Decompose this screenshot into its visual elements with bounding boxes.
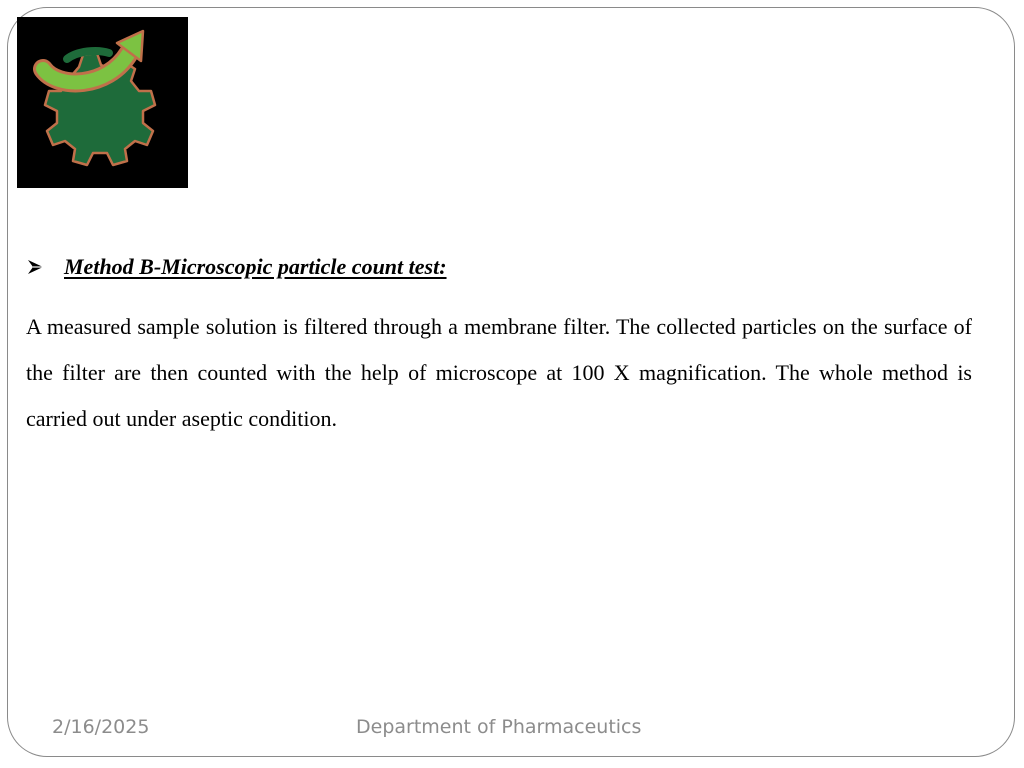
footer-department: Department of Pharmaceutics (356, 716, 642, 738)
footer-date: 2/16/2025 (52, 716, 150, 738)
gear-arrow-logo-icon (17, 17, 188, 188)
section-heading: Method B-Microscopic particle count test: (64, 254, 447, 279)
heading-row (26, 252, 447, 282)
body-paragraph: A measured sample solution is filtered through a membrane filter. The collected particles on the surface of the filter are then counted with the help of microscope at 100 X magnification. The whole method is carried out under aseptic condition. (26, 314, 972, 431)
arrow-bullet-icon (26, 257, 46, 277)
